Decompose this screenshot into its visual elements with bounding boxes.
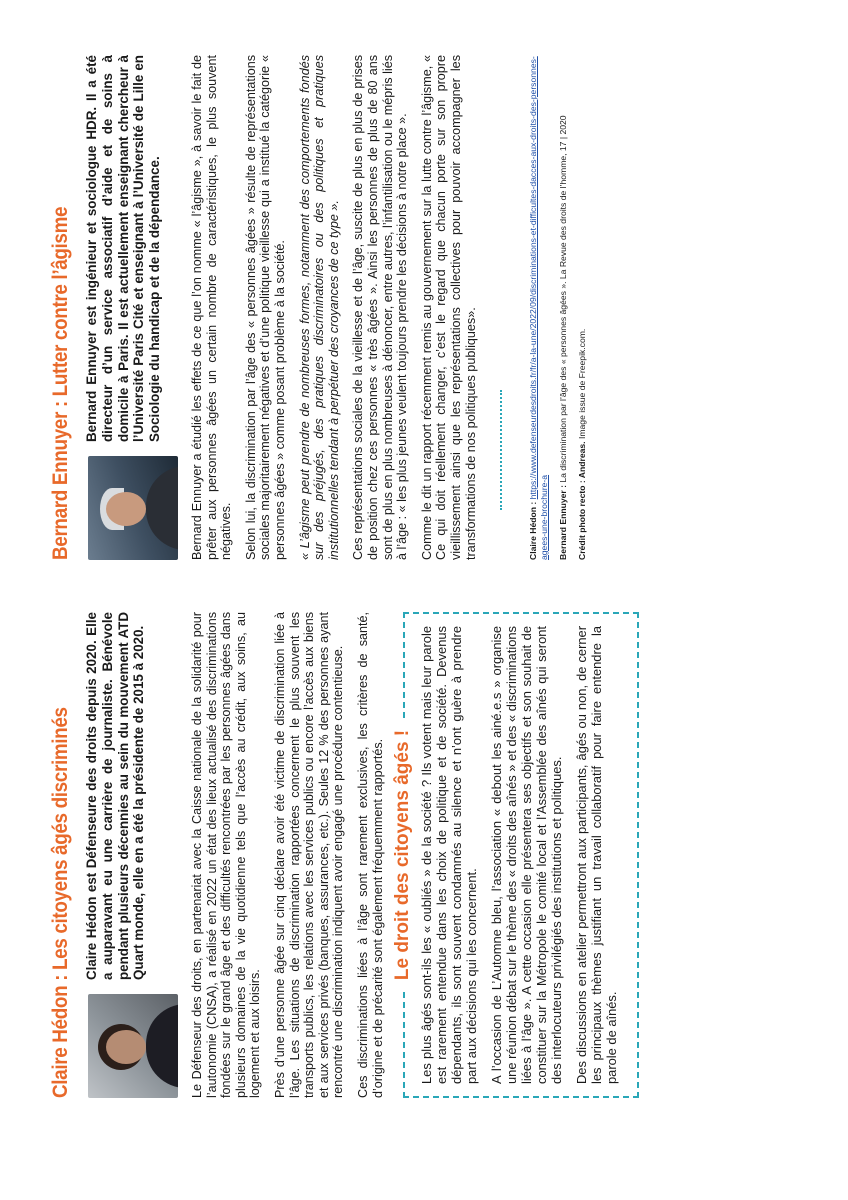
section-title-hedon: Claire Hédon : Les citoyens âgés discriminés bbox=[49, 707, 72, 1098]
reference-link[interactable]: https://www.defenseurdesdroits.fr/fr/a-la-une/2022/09/discriminations-et-difficultes-dacces-aux-droits-des-personnes-agees-une-brochure-a bbox=[528, 56, 550, 560]
callout-title: Le droit des citoyens âgés ! bbox=[391, 722, 415, 988]
intro-hedon bbox=[84, 612, 178, 1098]
section-title-ennuyer: Bernard Ennuyer : Lutter contre l’âgisme bbox=[49, 206, 72, 560]
reference-label: Bernard Ennuyer : bbox=[558, 485, 569, 560]
reference-hedon bbox=[528, 55, 550, 560]
references bbox=[528, 55, 588, 560]
credit-label: Crédit photo recto : Andreas. bbox=[577, 441, 588, 560]
portrait-photo-ennuyer bbox=[88, 456, 178, 560]
photo-credit bbox=[577, 55, 588, 560]
paragraph: Ces discriminations liées à l’âge sont rarement exclusives, les critères de santé, d’origine et de précarité sont également fréquemment rapportés. bbox=[355, 612, 385, 1098]
intro-ennuyer bbox=[84, 55, 178, 560]
callout-paragraph: A l’occasion de L’Automne bleu, l’association « debout les ainé.e.s » organise une réunion débat sur le thème des « droits des aînés » et des « discriminations liées à l’âge ». A cette occasion elle présentera ses objectifs et son souhait de constituer sur la Métropole le comité local et l’Assemblée des aînés qui seront des interlocuteurs privilégiés des institutions et politiques. bbox=[489, 626, 565, 1084]
portrait-photo-hedon bbox=[88, 994, 178, 1098]
column-hedon bbox=[48, 612, 639, 1098]
quote: « L’âgisme peut prendre de nombreuses formes, notamment des comportements fondés sur des préjugés, des pratiques discriminatoires ou des politiques et pratiques institutionnelles tendant à perpétuer des croyances de ce type ». bbox=[297, 55, 341, 560]
dotted-divider bbox=[500, 390, 502, 510]
credit-text: Image issue de Freepik.com. bbox=[577, 328, 588, 440]
paragraph: Bernard Ennuyer a étudié les effets de ce que l’on nomme « l’âgisme », à savoir le fait de prêter aux personnes âgées un certain nombre de caractéristiques, le plus souvent négatives. bbox=[190, 55, 234, 560]
reference-ennuyer bbox=[558, 55, 569, 560]
callout-box bbox=[392, 612, 639, 1098]
intro-text-hedon: Claire Hédon est Défenseure des droits depuis 2020. Elle a auparavant eu une carrière de journaliste. Bénévole pendant plusieurs décennies au sein du mouvement ATD Quart monde, elle en a été la présidente de 2015 à 2020. bbox=[84, 612, 147, 980]
paragraph: Près d’une personne âgée sur cinq déclare avoir été victime de discrimination liée à l’âge. Les situations de discrimination rapportées concernent le plus souvent les transports publics, les relations avec les services publics ou encore l’accès aux biens et aux services privés (banques, assurances, etc.). Seules 12 % des personnes ayant rencontré une discrimination indiquent avoir engagé une procédure contentieuse. bbox=[272, 612, 346, 1098]
reference-label: Claire Hédon : bbox=[528, 501, 539, 560]
callout-paragraph: Les plus âgés sont-ils les « oubliés » de la société ? Ils votent mais leur parole est rarement entendue dans les choix de politique et de société. Devenus dépendants, ils sont souvent condamnés au silence et n’ont guère à prendre part aux décisions qui les concernent. bbox=[419, 626, 480, 1084]
paragraph: Selon lui, la discrimination par l’âge des « personnes âgées » résulte de représentations sociales majoritairement négatives et d’une politique vieillesse qui a institué la catégorie « personnes âgées » comme posant problème à la société. bbox=[243, 55, 287, 560]
column-ennuyer bbox=[48, 55, 596, 560]
callout-paragraph: Des discussions en atelier permettront aux participants, âgés ou non, de cerner les principaux thèmes justifiant un travail collaboratif pour faire entendre la parole de aînés. bbox=[574, 626, 620, 1084]
paragraph: Comme le dit un rapport récemment remis au gouvernement sur la lutte contre l’âgisme, « Ce qui doit réellement changer, c’est le regard que chacun porte sur son propre vieillissement ainsi que les représentations collectives pour pouvoir accompagner les transformations de nos politiques publiques». bbox=[419, 55, 478, 560]
paragraph: Le Défenseur des droits, en partenariat avec la Caisse nationale de la solidarité pour l’autonomie (CNSA), a réalisé en 2022 un état des lieux actualisé des discriminations fondées sur le grand âge et des difficultés rencontrées par les personnes âgées dans plusieurs domaines de la vie quotidienne tels que l’accès au crédit, aux soins, au logement et aux loisirs. bbox=[190, 612, 263, 1098]
intro-text-ennuyer: Bernard Ennuyer est ingénieur et sociologue HDR. Il a été directeur d’un service associatif d’aide et de soins à domicile à Paris. Il est actuellement enseignant chercheur à l’Université Paris Cité et enseignant à l’Université de Lille en Sociologie du handicap et de la dépendance. bbox=[84, 55, 163, 442]
paragraph: Ces représentations sociales de la vieillesse et de l’âge, suscite de plus en plus de prises de position chez ces personnes « très âgées ». Ainsi les personnes de plus de 80 ans sont de plus en plus nombreuses à dénoncer, entre autres, l’infantilisation ou le mépris liés à l’âge : « les plus jeunes veulent toujours prendre les décisions à notre place ». bbox=[351, 55, 410, 560]
reference-text: La discrimination par l’âge des « personnes âgées ». La Revue des droits de l’homme, 17 | 2020 bbox=[558, 115, 569, 483]
